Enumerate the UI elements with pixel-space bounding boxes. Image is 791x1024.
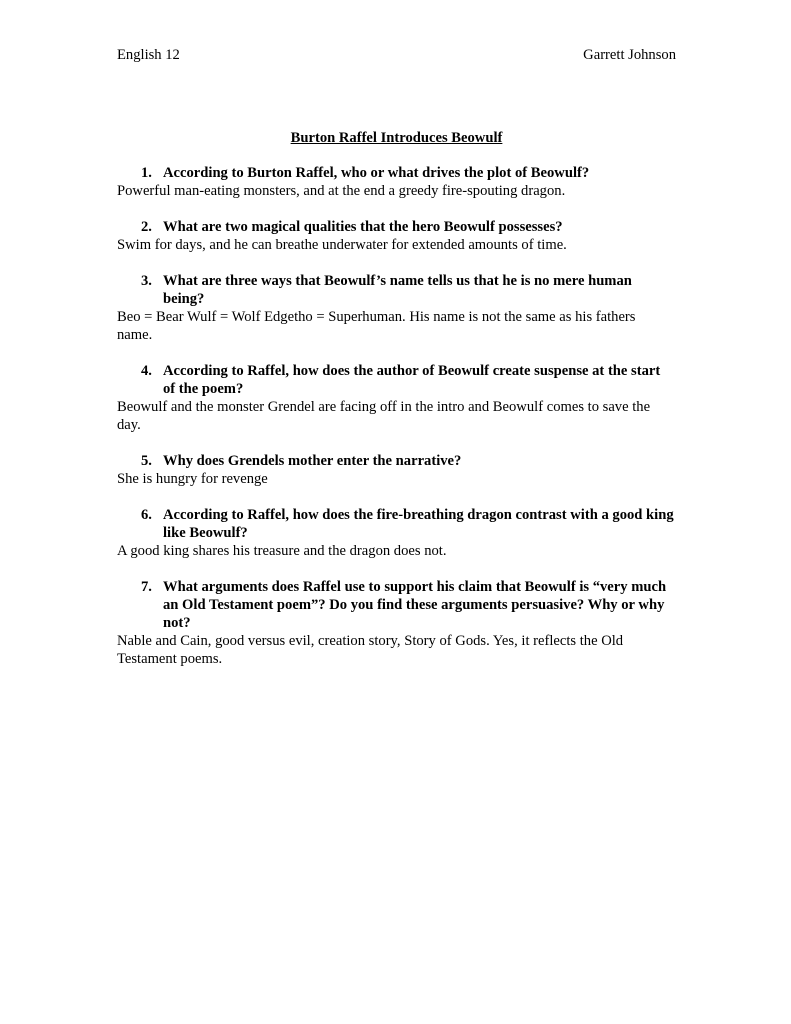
question-item [117,452,676,488]
question [117,578,676,632]
question-item [117,164,676,200]
question-number: 3. [141,273,152,289]
answer-text: Beo = Bear Wulf = Wolf Edgetho = Superhuman. His name is not the same as his fathers name. [117,309,636,343]
question-item [117,506,676,560]
page-header [117,46,676,64]
question [117,362,676,398]
answer-text: Beowulf and the monster Grendel are facing off in the intro and Beowulf comes to save the day. [117,399,651,433]
question-item [117,578,676,668]
answer-text: She is hungry for revenge [117,471,268,487]
answer-text: Nable and Cain, good versus evil, creation story, Story of Gods. Yes, it reflects the Old Testament poems. [117,633,624,667]
question-number: 2. [141,219,152,235]
question [117,506,676,542]
question-text: According to Burton Raffel, who or what drives the plot of Beowulf? [163,165,590,181]
question-text: What arguments does Raffel use to support his claim that Beowulf is “very much an Old Testament poem”? Do you find these arguments persuasive? Why or why not? [163,579,667,631]
question-number: 7. [141,579,152,595]
question-number: 5. [141,453,152,469]
question-text: What are two magical qualities that the hero Beowulf possesses? [163,219,563,235]
student-name: Garrett Johnson [583,47,676,63]
answer-text: A good king shares his treasure and the dragon does not. [117,543,447,559]
question [117,218,676,236]
answer-text: Swim for days, and he can breathe underwater for extended amounts of time. [117,237,567,253]
question [117,272,676,308]
answer-text: Powerful man-eating monsters, and at the end a greedy fire-spouting dragon. [117,183,566,199]
question-text: Why does Grendels mother enter the narrative? [163,453,462,469]
document-title: Burton Raffel Introduces Beowulf [290,130,503,146]
question-number: 4. [141,363,152,379]
question-text: What are three ways that Beowulf’s name tells us that he is no mere human being? [163,273,632,307]
question-item [117,218,676,254]
question-number: 1. [141,165,152,181]
question-number: 6. [141,507,152,523]
course-name: English 12 [117,47,180,63]
question-text: According to Raffel, how does the author of Beowulf create suspense at the start of the poem? [163,363,661,397]
question-item [117,362,676,434]
question-text: According to Raffel, how does the fire-breathing dragon contrast with a good king like Beowulf? [163,507,674,541]
question [117,452,676,470]
question [117,164,676,182]
question-item [117,272,676,344]
question-list [117,164,676,686]
